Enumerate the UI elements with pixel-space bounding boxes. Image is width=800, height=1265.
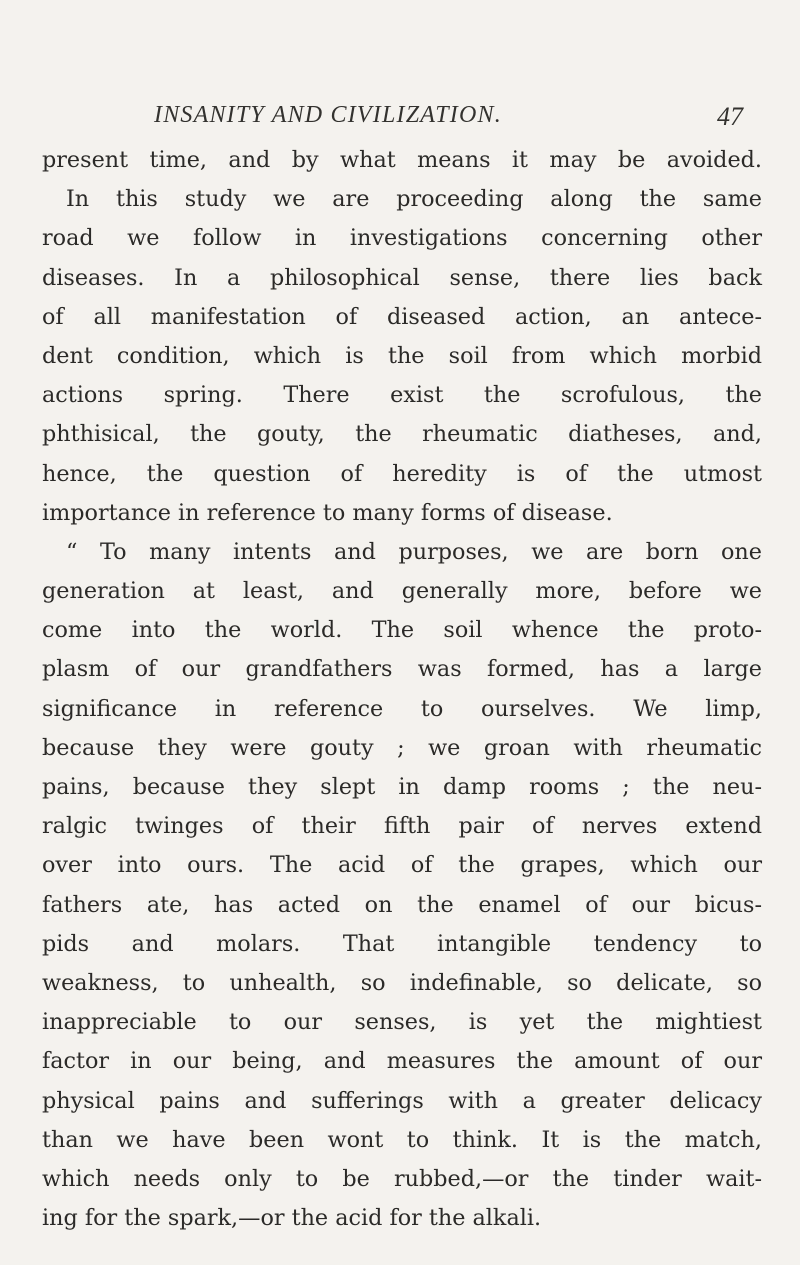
text-line: over into ours. The acid of the grapes, which our	[42, 852, 762, 879]
text-line: generation at least, and generally more, before we	[42, 578, 762, 605]
text-line: road we follow in investigations concerning other	[42, 225, 762, 252]
text-line: present time, and by what means it may be avoided.	[42, 147, 762, 173]
page-header	[0, 92, 800, 132]
text-line: hence, the question of heredity is of the utmost	[42, 460, 762, 487]
text-line: weakness, to unhealth, so indefinable, so delicate, so	[42, 969, 762, 996]
text-line: come into the world. The soil whence the proto-	[42, 617, 762, 644]
text-line: factor in our being, and measures the amount of our	[42, 1048, 762, 1075]
text-line: phthisical, the gouty, the rheumatic diatheses, and,	[42, 421, 762, 448]
text-line: which needs only to be rubbed,—or the tinder wait-	[42, 1165, 762, 1192]
text-line: fathers ate, has acted on the enamel of our bicus-	[42, 891, 762, 918]
page-number: 47	[717, 102, 743, 131]
body-text	[42, 141, 762, 1238]
text-line: importance in reference to many forms of disease.	[42, 499, 613, 526]
text-line: dent condition, which is the soil from which morbid	[42, 342, 762, 369]
running-head: INSANITY AND CIVILIZATION.	[154, 102, 502, 128]
text-line: ralgic twinges of their fifth pair of nerves extend	[42, 813, 762, 840]
text-line: than we have been wont to think. It is the match,	[42, 1126, 762, 1153]
text-line: diseases. In a philosophical sense, there lies back	[42, 264, 762, 291]
text-line: of all manifestation of diseased action, an antece-	[42, 303, 762, 330]
text-line: pains, because they slept in damp rooms ; the neu-	[42, 774, 762, 800]
text-line: pids and molars. That intangible tendency to	[42, 930, 762, 957]
text-line: significance in reference to ourselves. We limp,	[42, 695, 762, 722]
text-line: because they were gouty ; we groan with rheumatic	[42, 734, 762, 761]
text-line: ing for the spark,—or the acid for the alkali.	[42, 1205, 542, 1232]
text-line: actions spring. There exist the scrofulous, the	[42, 382, 762, 409]
text-line: In this study we are proceeding along the same	[66, 186, 762, 213]
text-line: plasm of our grandfathers was formed, has a large	[42, 656, 762, 683]
text-line: physical pains and sufferings with a greater delicacy	[42, 1087, 762, 1114]
text-line: “ To many intents and purposes, we are born one	[66, 538, 762, 565]
text-line: inappreciable to our senses, is yet the mightiest	[42, 1009, 762, 1036]
